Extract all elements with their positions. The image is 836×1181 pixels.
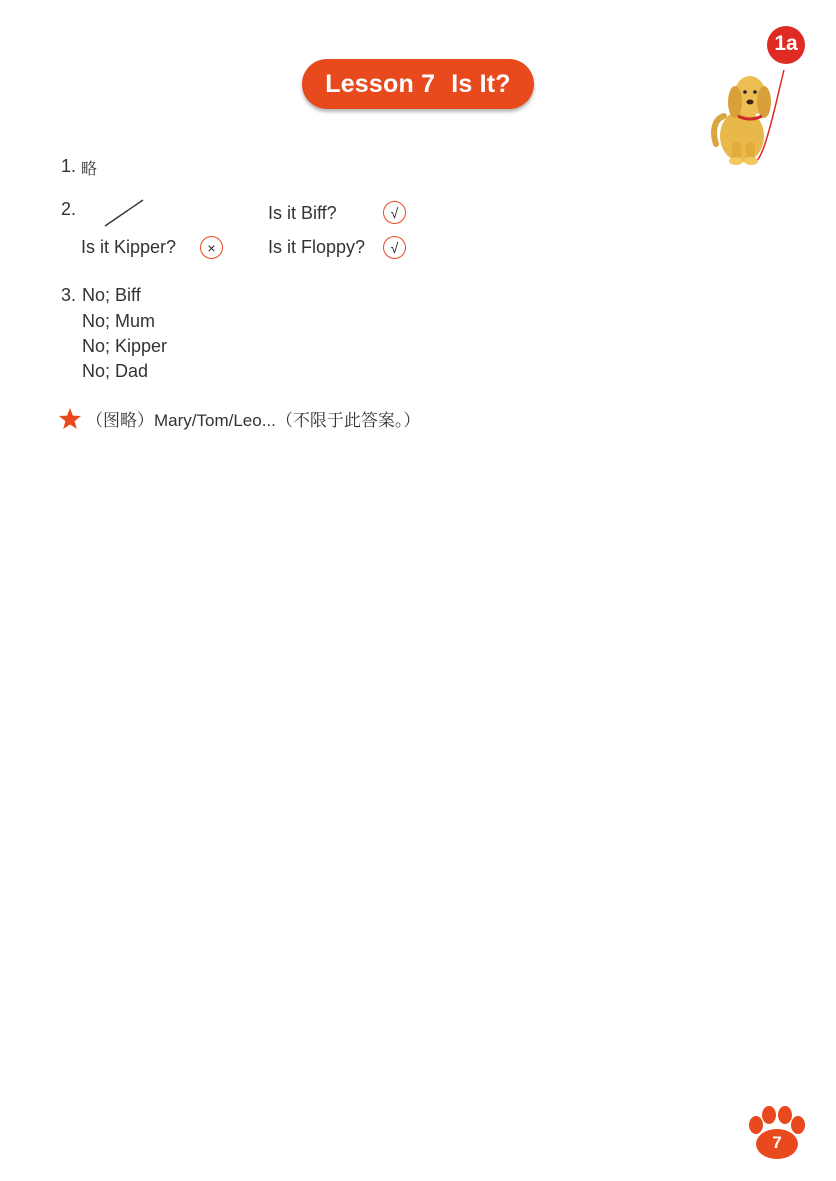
q1-answer: 略 (81, 161, 98, 178)
q3-line: No; Mum (82, 311, 156, 331)
star-icon (58, 407, 82, 431)
balloon-icon (766, 25, 806, 67)
unit-badge-label: 1a (774, 32, 798, 55)
lesson-title (302, 59, 534, 109)
star-task (58, 406, 420, 431)
star-answer: （图略）Mary/Tom/Leo...（不限于此答案。） (86, 411, 421, 430)
q1-number: 1. (61, 156, 77, 176)
q3-number: 3. (61, 285, 77, 305)
check-mark-icon: √ (383, 201, 406, 224)
q3-line: No; Biff (82, 285, 141, 305)
q2-number: 2. (61, 199, 77, 219)
check-mark-icon: √ (383, 236, 406, 259)
q2-item-biff: Is it Biff? (268, 203, 337, 223)
q3-line: No; Dad (82, 361, 149, 381)
cross-mark-icon: × (200, 236, 223, 259)
q3-line: No; Kipper (82, 336, 168, 356)
q2-item-kipper: Is it Kipper? (81, 237, 177, 257)
q2-item-floppy: Is it Floppy? (268, 237, 366, 257)
page-number-badge (747, 1106, 807, 1165)
lesson-number: Lesson 7 (325, 69, 436, 98)
page-number: 7 (772, 1133, 782, 1152)
lesson-name: Is It? (451, 69, 511, 98)
matching-line (103, 198, 145, 228)
